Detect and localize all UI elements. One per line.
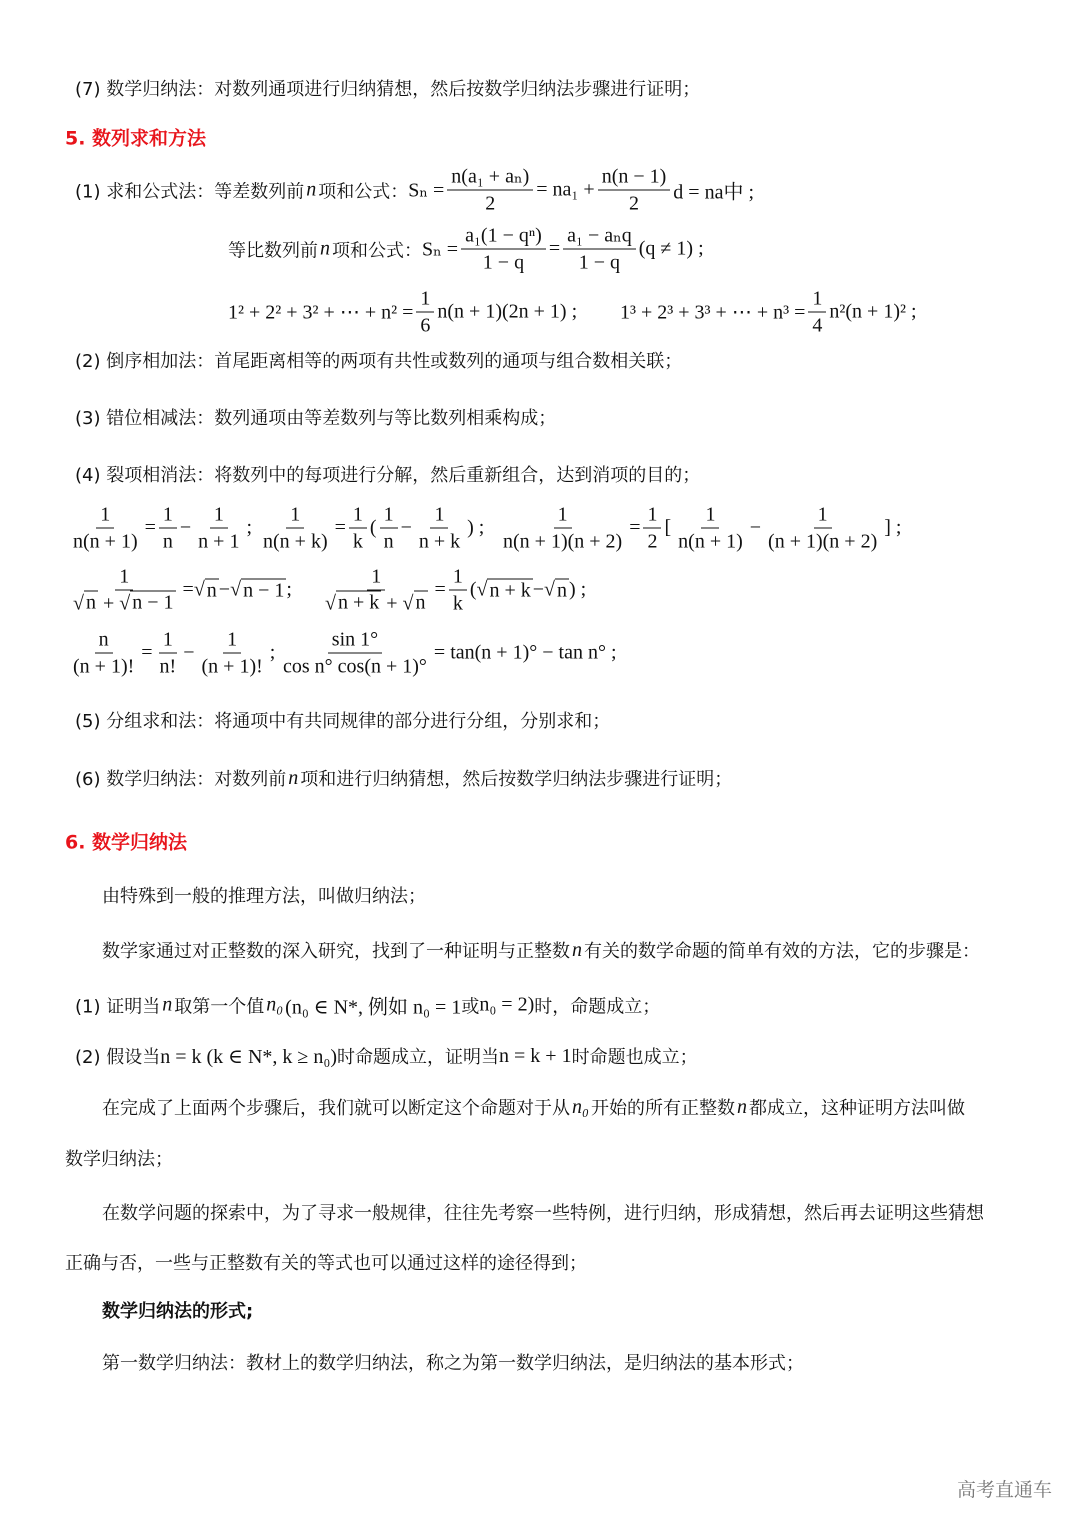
radicand: n − 1 <box>243 579 285 602</box>
math-text: sin 1° <box>331 628 379 651</box>
square-root <box>119 591 175 617</box>
math-expression: n(n + 1)(2n + 1) ; <box>437 300 578 323</box>
text: 时，命题成立； <box>534 996 661 1017</box>
text: (4) 裂项相消法：将数列中的每项进行分解，然后重新组合，达到消项的目的； <box>75 465 701 486</box>
math-expression: ( <box>469 578 477 601</box>
text: 在数学问题的探索中，为了寻求一般规律，往往先考察一些特例，进行归纳，形成猜想，然后再去证明这些猜想 <box>102 1203 984 1224</box>
math-expression: ; <box>246 516 253 539</box>
math-expression: ( <box>369 516 377 539</box>
numerator <box>159 627 177 654</box>
math-variable: n <box>572 938 582 961</box>
numerator <box>95 627 113 654</box>
math-variable: n <box>320 237 330 260</box>
fraction <box>598 164 671 217</box>
square-root <box>403 591 428 617</box>
fraction <box>447 164 533 217</box>
formula-sqrt-1 <box>66 564 292 617</box>
fraction <box>674 502 747 555</box>
math-text: 2 <box>628 192 639 215</box>
math-variable: n <box>736 1095 747 1118</box>
radicand: n <box>415 591 426 614</box>
math-expression: n = k + 1 <box>499 1044 572 1067</box>
math-expression: n²(n + 1)² ; <box>829 300 917 323</box>
fraction <box>69 502 142 555</box>
sum-of-cubes <box>620 286 917 339</box>
text: 有关的数学命题的简单有效的方法，它的步骤是： <box>584 941 980 962</box>
math-variable: n₀ <box>572 1095 589 1118</box>
sum-formula-geometric <box>228 223 704 276</box>
numerator <box>115 564 133 591</box>
text: (1) 证明当 <box>75 996 161 1017</box>
fraction <box>764 502 881 555</box>
item-2-reverse-add <box>75 347 682 373</box>
numerator <box>430 502 448 529</box>
item-6-induction <box>75 765 732 791</box>
denominator <box>808 313 826 339</box>
text: 正确与否，一些与正整数有关的等式也可以通过这样的途径得到； <box>65 1253 587 1274</box>
math-text: n(n + 1) <box>73 530 138 553</box>
fraction <box>563 223 636 276</box>
numerator <box>416 286 434 313</box>
math-expression: n₀ = 2) <box>479 993 535 1016</box>
section-heading-6 <box>65 828 187 855</box>
numerator <box>210 502 228 529</box>
denominator <box>198 654 267 680</box>
math-text: 1 <box>119 565 130 588</box>
numerator <box>701 502 719 529</box>
math-expression: + <box>381 592 403 615</box>
math-expression: + <box>97 592 120 615</box>
math-text: n(a₁ + aₙ) <box>451 165 530 188</box>
numerator <box>349 502 367 529</box>
fraction <box>69 627 138 680</box>
fraction <box>380 502 398 555</box>
denominator <box>259 529 332 555</box>
formula-telescoping-2 <box>256 502 484 555</box>
text: 在完成了上面两个步骤后，我们就可以断定这个命题对于从 <box>102 1098 570 1119</box>
radicand: n + k <box>489 579 531 602</box>
math-text: 1 <box>817 503 828 526</box>
text: 时命题成立，证明当 <box>337 1047 500 1068</box>
text: 项和公式： <box>332 240 422 261</box>
math-text: n + k <box>418 530 461 553</box>
fraction <box>279 627 431 680</box>
radical-sign-icon: √ <box>476 578 488 601</box>
math-text: 1 <box>227 628 238 651</box>
text: (7) 数学归纳法：对数列通项进行归纳猜想，然后按数学归纳法步骤进行证明； <box>75 79 701 100</box>
math-expression: = <box>334 516 346 539</box>
math-text: 1 <box>557 503 568 526</box>
text: 项和进行归纳猜想，然后按数学归纳法步骤进行证明； <box>300 769 733 790</box>
math-text: 1 <box>352 503 363 526</box>
math-expression: d = na中 ; <box>673 181 755 204</box>
denominator <box>69 529 142 555</box>
math-variable: n <box>288 766 299 789</box>
text: (2) 假设当 <box>75 1047 161 1068</box>
radical-sign-icon: √ <box>325 592 336 615</box>
math-expression: = tan(n + 1)° − tan n° ; <box>433 641 617 664</box>
radical-sign-icon: √ <box>73 592 84 615</box>
denominator <box>449 591 467 617</box>
text: (2) 倒序相加法：首尾距离相等的两项有共性或数列的通项与组合数相关联； <box>75 351 683 372</box>
numerator <box>461 223 546 250</box>
fraction <box>808 286 826 339</box>
radical-sign-icon: √ <box>402 592 414 615</box>
square-root <box>325 591 381 617</box>
fraction <box>349 502 367 555</box>
fraction <box>415 502 464 555</box>
text: 时命题也成立； <box>571 1047 698 1068</box>
math-expression: = <box>548 237 561 260</box>
denominator <box>194 529 243 555</box>
fraction <box>321 564 432 617</box>
square-root <box>73 591 98 617</box>
denominator <box>380 529 398 555</box>
numerator <box>447 164 533 191</box>
paragraph <box>102 882 426 908</box>
paragraph <box>102 1094 965 1120</box>
text: 由特殊到一般的推理方法，叫做归纳法； <box>102 886 426 907</box>
math-expression: = <box>629 516 641 539</box>
numerator <box>643 502 661 529</box>
math-text: n! <box>159 655 177 678</box>
radicand: n − 1 <box>132 591 174 614</box>
math-text: 1 <box>452 565 463 588</box>
math-variable: n₀ <box>266 993 284 1016</box>
denominator <box>69 654 138 680</box>
math-text: k <box>352 530 363 553</box>
text: 数学归纳法的形式; <box>102 1301 254 1322</box>
square-root <box>476 579 532 602</box>
numerator <box>286 502 304 529</box>
math-text: n(n − 1) <box>601 165 667 188</box>
math-expression: − <box>183 641 195 664</box>
math-text: n <box>162 530 173 553</box>
fraction <box>416 286 434 339</box>
paragraph <box>102 1349 804 1375</box>
paragraph <box>102 937 980 963</box>
math-text: n(n + 1) <box>678 530 743 553</box>
math-expression: ] ; <box>884 516 902 539</box>
denominator <box>279 654 431 680</box>
math-expression: Sₙ = <box>422 238 459 261</box>
fraction <box>156 627 181 680</box>
math-text: k <box>452 592 463 615</box>
math-expression: − <box>400 516 412 539</box>
math-variable: n <box>306 178 317 201</box>
math-text: 4 <box>812 314 823 337</box>
math-text: 1 <box>705 503 716 526</box>
math-expression: ; <box>269 641 276 664</box>
math-text: 1 <box>290 503 301 526</box>
section-heading-5 <box>65 124 206 151</box>
math-expression: [ <box>664 516 672 539</box>
denominator <box>481 191 499 217</box>
text: 数学归纳法； <box>65 1149 173 1170</box>
denominator <box>764 529 881 555</box>
sum-of-squares <box>228 286 577 339</box>
numerator <box>159 502 177 529</box>
denominator <box>156 654 181 680</box>
fraction <box>449 564 467 617</box>
math-expression: Sₙ = <box>408 179 445 202</box>
math-expression: (q ≠ 1) ; <box>638 237 704 260</box>
math-expression: = <box>141 641 153 664</box>
math-expression: 1³ + 2³ + 3³ + ⋯ + n³ = <box>620 301 806 324</box>
radicand: n <box>85 591 96 614</box>
radicand: n + k <box>337 591 380 614</box>
math-expression: 1² + 2² + 3² + ⋯ + n² = <box>228 301 414 324</box>
math-text: 1 − q <box>578 251 621 274</box>
fraction <box>194 502 243 555</box>
formula-telescoping-1 <box>66 502 252 555</box>
math-text: 1 <box>434 503 445 526</box>
square-root <box>194 579 219 602</box>
math-text: (n + 1)(n + 2) <box>768 530 878 553</box>
induction-step-2 <box>75 1043 698 1069</box>
math-variable: n <box>162 993 173 1016</box>
math-expression: − <box>749 516 762 539</box>
text: 数学家通过对正整数的深入研究，找到了一种证明与正整数 <box>102 941 570 962</box>
text: 开始的所有正整数 <box>590 1098 735 1119</box>
math-text: 1 <box>383 503 394 526</box>
text: (5) 分组求和法：将通项中有共同规律的部分进行分组，分别求和； <box>75 711 611 732</box>
item-7-induction <box>75 75 700 101</box>
denominator <box>416 313 434 339</box>
numerator <box>563 223 636 250</box>
math-expression: = <box>144 516 156 539</box>
math-text: 1 <box>213 503 224 526</box>
text: (6) 数学归纳法：对数列前 <box>75 769 287 790</box>
text: 第一数学归纳法：教材上的数学归纳法，称之为第一数学归纳法，是归纳法的基本形式； <box>102 1353 804 1374</box>
fraction <box>259 502 332 555</box>
math-text: n <box>383 530 394 553</box>
radical-sign-icon: √ <box>544 578 556 601</box>
denominator <box>499 529 626 555</box>
paragraph <box>65 1145 173 1171</box>
numerator <box>328 627 382 654</box>
math-text: (n + 1)! <box>73 655 135 678</box>
denominator <box>575 250 624 276</box>
math-expression: n = k (k ∈ N*, k ≥ n₀) <box>160 1045 338 1068</box>
denominator <box>349 529 367 555</box>
math-text: 1 − q <box>482 251 525 274</box>
subheading-induction-forms <box>102 1297 253 1323</box>
math-text: a₁(1 − qⁿ) <box>465 224 542 247</box>
math-expression: − <box>218 578 231 601</box>
denominator <box>674 529 747 555</box>
text: 5. 数列求和方法 <box>65 127 207 150</box>
math-text: 6 <box>420 314 431 337</box>
math-text: 1 <box>162 628 173 651</box>
math-text: 1 <box>162 503 173 526</box>
numerator <box>96 502 114 529</box>
numerator <box>808 286 826 313</box>
fraction <box>69 564 180 617</box>
math-text: 1 <box>647 503 658 526</box>
item-3-shift-subtract <box>75 404 556 430</box>
fraction <box>643 502 661 555</box>
radical-sign-icon: √ <box>193 578 205 601</box>
text: 取第一个值 <box>174 996 265 1017</box>
math-expression: = <box>182 578 194 601</box>
fraction <box>159 502 177 555</box>
radicand: n <box>206 579 217 602</box>
math-text: 1 <box>420 287 431 310</box>
math-expression: − <box>532 578 545 601</box>
square-root <box>230 579 286 602</box>
numerator <box>223 627 241 654</box>
watermark: 高考直通车 <box>956 1479 1052 1501</box>
radical-sign-icon: √ <box>230 578 242 601</box>
formula-sqrt-2 <box>318 564 586 617</box>
math-expression: = na₁ + <box>536 178 595 201</box>
text: 等比数列前 <box>228 240 318 261</box>
math-text: n <box>98 628 109 651</box>
math-text: n(n + k) <box>263 530 328 553</box>
math-expression: ) ; <box>467 516 485 539</box>
radicand: n <box>557 579 568 602</box>
fraction <box>461 223 546 276</box>
formula-factorial <box>66 627 275 680</box>
fraction <box>499 502 626 555</box>
denominator <box>415 529 464 555</box>
denominator <box>159 529 177 555</box>
sum-formula-arithmetic <box>75 164 754 217</box>
text: 6. 数学归纳法 <box>65 831 188 854</box>
numerator <box>554 502 572 529</box>
paragraph <box>65 1249 587 1275</box>
denominator <box>479 250 528 276</box>
square-root <box>544 579 569 602</box>
item-5-grouping <box>75 707 610 733</box>
denominator <box>625 191 643 217</box>
math-expression: − <box>179 516 192 539</box>
denominator <box>69 591 180 617</box>
text: (3) 错位相减法：数列通项由等差数列与等比数列相乘构成； <box>75 408 557 429</box>
math-text: 1 <box>100 503 111 526</box>
math-expression: ) ; <box>569 578 587 601</box>
numerator <box>814 502 832 529</box>
formula-telescoping-3 <box>496 502 901 555</box>
item-4-telescoping <box>75 461 700 487</box>
text: 或 <box>461 996 480 1017</box>
text: (1) 求和公式法：等差数列前 <box>75 181 305 202</box>
math-text: cos n° cos(n + 1)° <box>283 655 427 678</box>
fraction <box>198 627 267 680</box>
math-text: 1 <box>371 565 382 588</box>
math-text: n(n + 1)(n + 2) <box>503 530 623 553</box>
math-text: 2 <box>647 530 658 553</box>
numerator <box>367 564 385 591</box>
math-text: n + 1 <box>198 530 240 553</box>
math-expression: ; <box>286 578 292 601</box>
numerator <box>449 564 467 591</box>
radical-sign-icon: √ <box>119 592 131 615</box>
numerator <box>598 164 671 191</box>
math-expression: = <box>434 578 446 601</box>
text: 都成立，这种证明方法叫做 <box>748 1098 965 1119</box>
math-text: (n + 1)! <box>201 655 263 678</box>
denominator <box>643 529 661 555</box>
math-text: 1 <box>812 287 823 310</box>
math-expression: (n₀ ∈ N*, 例如 n₀ = 1 <box>285 996 462 1019</box>
formula-tan <box>276 627 617 680</box>
denominator <box>321 591 432 617</box>
numerator <box>380 502 398 529</box>
induction-step-1 <box>75 991 660 1020</box>
text: 项和公式： <box>318 181 409 202</box>
math-text: 2 <box>485 192 496 215</box>
math-text: a₁ − aₙq <box>567 224 632 247</box>
paragraph <box>102 1199 984 1225</box>
